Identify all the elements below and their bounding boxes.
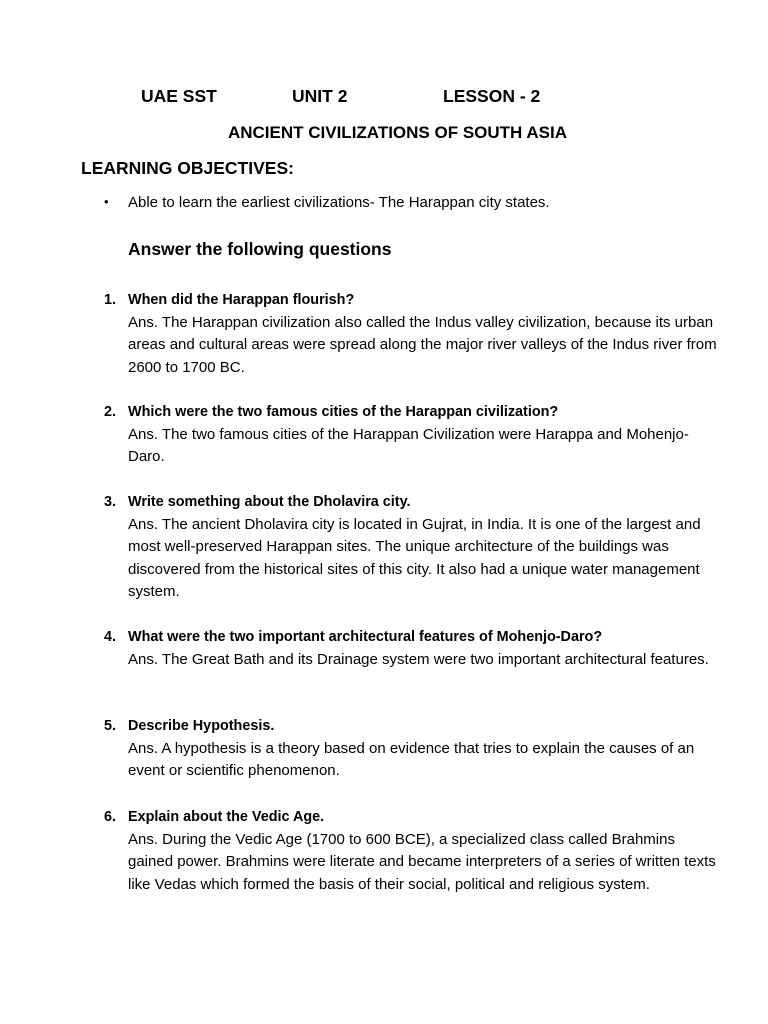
question-block — [104, 289, 724, 379]
header-lesson: LESSON - 2 — [443, 86, 541, 106]
question-text: Write something about the Dholavira city. — [128, 494, 411, 510]
instruction-heading: Answer the following questions — [128, 239, 392, 259]
answer-text: Ans. During the Vedic Age (1700 to 600 BCE), a specialized class called Brahmins gained power. Brahmins were literate and became interpreters of a series of written texts like Vedas which formed the basis of their social, political and religious system. — [128, 830, 716, 893]
question — [104, 289, 724, 312]
document-title: ANCIENT CIVILIZATIONS OF SOUTH ASIA — [227, 123, 568, 142]
question-number: 5. — [104, 718, 117, 734]
question-number: 1. — [104, 292, 117, 308]
question-number: 6. — [104, 809, 117, 825]
question — [104, 401, 724, 424]
answer-text: Ans. The Great Bath and its Drainage system were two important architectural features. — [128, 650, 709, 668]
question-number: 4. — [104, 629, 117, 645]
question-text: Explain about the Vedic Age. — [128, 809, 325, 825]
answer-text: Ans. The two famous cities of the Harappan Civilization were Harappa and Mohenjo-Daro. — [128, 425, 689, 466]
header-unit: UNIT 2 — [292, 86, 348, 106]
answer-text: Ans. The Harappan civilization also called the Indus valley civilization, because its urban areas and cultural areas were spread along the major river valleys of the Indus river from 2600 to 1700 BC. — [128, 313, 717, 376]
question-block — [104, 806, 724, 896]
question — [104, 491, 724, 514]
question-block — [104, 491, 724, 604]
question — [104, 806, 724, 829]
question-block — [104, 626, 724, 671]
objective-text: Able to learn the earliest civilizations- The Harappan city states. — [128, 194, 550, 211]
question — [104, 715, 724, 738]
question-block — [104, 715, 724, 783]
question-block — [104, 401, 724, 469]
bullet-icon: • — [104, 194, 109, 209]
answer-text: Ans. A hypothesis is a theory based on evidence that tries to explain the causes of an event or scientific phenomenon. — [128, 739, 695, 780]
answer-text: Ans. The ancient Dholavira city is located in Gujrat, in India. It is one of the largest and most well-preserved Harappan sites. The unique architecture of the buildings was discovered from the historical sites of this city. It also had a unique water management system. — [128, 515, 701, 601]
question-number: 3. — [104, 494, 117, 510]
question-number: 2. — [104, 404, 117, 420]
question — [104, 626, 724, 649]
learning-objectives-heading: LEARNING OBJECTIVES: — [81, 158, 294, 178]
question-text: Describe Hypothesis. — [128, 718, 275, 734]
question-text: Which were the two famous cities of the Harappan civilization? — [128, 404, 559, 420]
question-text: What were the two important architectural features of Mohenjo-Daro? — [128, 629, 603, 645]
question-text: When did the Harappan flourish? — [128, 292, 355, 308]
header-subject: UAE SST — [141, 86, 217, 106]
objective-item — [104, 194, 550, 211]
document-header — [0, 86, 768, 112]
